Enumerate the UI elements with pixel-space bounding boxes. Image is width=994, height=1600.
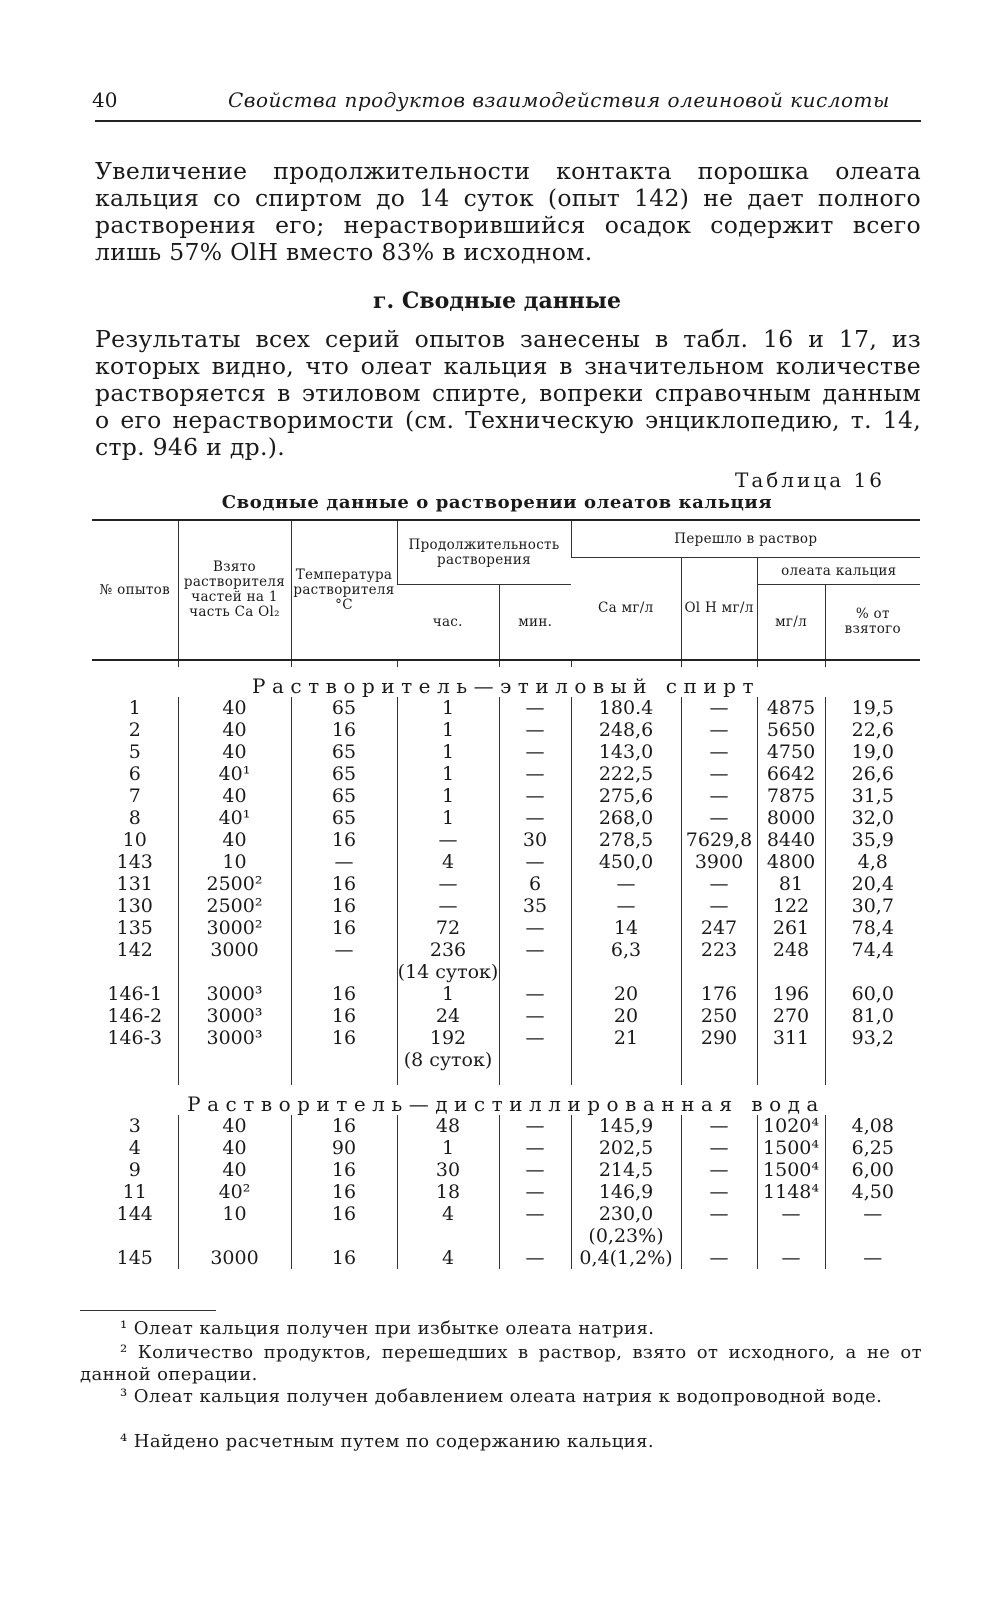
table-cell: 4 bbox=[397, 1247, 499, 1269]
table-row bbox=[92, 697, 920, 719]
table-cell: 40¹ bbox=[178, 807, 291, 829]
header-oleate-pct: % от взятого bbox=[825, 585, 920, 661]
table-cell bbox=[397, 1225, 499, 1247]
table-cell: 7629,8 bbox=[681, 829, 757, 851]
table-cell: 40 bbox=[178, 785, 291, 807]
table-cell: 16 bbox=[291, 983, 397, 1005]
header-exp-no: № опытов bbox=[99, 581, 171, 598]
table-cell: 30 bbox=[499, 829, 571, 851]
table-cell: — bbox=[681, 763, 757, 785]
table-cell: 180.4 bbox=[571, 697, 681, 719]
table-cell bbox=[499, 1225, 571, 1247]
table-cell: 248 bbox=[757, 939, 825, 961]
table-cell: 247 bbox=[681, 917, 757, 939]
spacer-cell bbox=[499, 660, 571, 667]
table-cell: 145,9 bbox=[571, 1115, 681, 1137]
table-cell: 131 bbox=[116, 873, 153, 895]
table-row bbox=[92, 763, 920, 785]
table-cell bbox=[757, 961, 825, 983]
table-cell: 146-1 bbox=[107, 983, 163, 1005]
spacer-cell bbox=[571, 1071, 681, 1085]
table-cell: — bbox=[499, 807, 571, 829]
table-cell: — bbox=[681, 1115, 757, 1137]
table-cell bbox=[178, 1225, 291, 1247]
table-cell: 32,0 bbox=[825, 807, 920, 829]
table-cell: 8000 bbox=[757, 807, 825, 829]
table-cell: 40 bbox=[178, 741, 291, 763]
table-row bbox=[92, 917, 920, 939]
table-cell: — bbox=[499, 1027, 571, 1049]
table-cell: 16 bbox=[291, 1203, 397, 1225]
table-cell: 1148⁴ bbox=[757, 1181, 825, 1203]
table-cell: 248,6 bbox=[571, 719, 681, 741]
table-cell: 16 bbox=[291, 1247, 397, 1269]
footnote-3-text: ³ Олеат кальция получен добавлением олеата натрия к водопроводной воде. bbox=[120, 1386, 883, 1407]
table-cell: — bbox=[499, 939, 571, 961]
table-cell: — bbox=[681, 895, 757, 917]
table-cell: 230,0 bbox=[571, 1203, 681, 1225]
table-cell: — bbox=[397, 873, 499, 895]
table-cell: 16 bbox=[291, 1005, 397, 1027]
table-cell: 6 bbox=[499, 873, 571, 895]
table-cell: 20 bbox=[571, 983, 681, 1005]
table-cell bbox=[92, 1049, 178, 1071]
table-cell bbox=[757, 1225, 825, 1247]
table-cell: 8 bbox=[128, 807, 141, 829]
table-row bbox=[92, 807, 920, 829]
table-cell: — bbox=[825, 1203, 920, 1225]
table-row bbox=[92, 785, 920, 807]
table-cell: 16 bbox=[291, 1027, 397, 1049]
footnote-rule bbox=[80, 1310, 216, 1311]
spacer-cell bbox=[291, 660, 397, 667]
table-cell: 4 bbox=[128, 1137, 141, 1159]
table-cell: 9 bbox=[128, 1159, 141, 1181]
table-cell: — bbox=[397, 895, 499, 917]
table-cell: 6 bbox=[128, 763, 141, 785]
table-cell: 5 bbox=[128, 741, 141, 763]
spacer-row bbox=[92, 660, 920, 667]
table-cell: 196 bbox=[757, 983, 825, 1005]
table-cell: (8 суток) bbox=[397, 1049, 499, 1071]
table-cell: 16 bbox=[291, 1115, 397, 1137]
table-cell: 10 bbox=[122, 829, 147, 851]
table-row bbox=[92, 741, 920, 763]
paragraph-2: Результаты всех серий опытов занесены в табл. 16 и 17, из которых видно, что олеат кальция в значительном количестве растворяется в этиловом спирте, вопреки справочным данным о его нерастворимости (см. Техническую энциклопедию, т. 14, стр. 946 и др.). bbox=[95, 325, 921, 461]
table-cell bbox=[291, 1049, 397, 1071]
table-cell: 3000 bbox=[178, 1247, 291, 1269]
header-duration: Продолжительность растворения bbox=[397, 520, 571, 585]
table-title: Сводные данные о растворении олеатов кальция bbox=[221, 492, 773, 513]
paragraph-1: Увеличение продолжительности контакта порошка олеата кальция со спиртом до 14 суток (опыт 142) не дает полного растворения его; нерастворившийся осадок содержит всего лишь 57% OlH вместо 83% в исходном. bbox=[95, 157, 921, 266]
table-cell: — bbox=[681, 719, 757, 741]
table-cell: 65 bbox=[291, 697, 397, 719]
table-cell: 144 bbox=[116, 1203, 153, 1225]
table-cell: (0,23%) bbox=[571, 1225, 681, 1247]
table-cell: 1 bbox=[397, 741, 499, 763]
table-cell: 1 bbox=[128, 697, 141, 719]
table-cell: — bbox=[291, 939, 397, 961]
table-cell: 16 bbox=[291, 1181, 397, 1203]
table-cell: 14 bbox=[571, 917, 681, 939]
table-cell: 40 bbox=[178, 697, 291, 719]
table-cell: 35,9 bbox=[825, 829, 920, 851]
table-cell: 143 bbox=[116, 851, 153, 873]
table-row bbox=[92, 1181, 920, 1203]
header-minutes: мин. bbox=[499, 585, 571, 661]
table-cell: — bbox=[499, 1159, 571, 1181]
table-cell bbox=[178, 1049, 291, 1071]
table-cell: 145 bbox=[116, 1247, 153, 1269]
table-cell: 40² bbox=[178, 1181, 291, 1203]
table-cell: 65 bbox=[291, 741, 397, 763]
table-cell: 40 bbox=[178, 1159, 291, 1181]
table-cell: 81,0 bbox=[825, 1005, 920, 1027]
table-row bbox=[92, 1247, 920, 1269]
table-cell: 4750 bbox=[757, 741, 825, 763]
table-cell: 72 bbox=[397, 917, 499, 939]
table-cell bbox=[92, 1225, 178, 1247]
table-cell: — bbox=[681, 741, 757, 763]
table-cell: 16 bbox=[291, 895, 397, 917]
table-cell: 30,7 bbox=[825, 895, 920, 917]
spacer-cell bbox=[178, 1071, 291, 1085]
header-olh: Ol H мг/л bbox=[681, 558, 757, 661]
table-cell: 1 bbox=[397, 697, 499, 719]
table-cell bbox=[681, 1225, 757, 1247]
table-cell bbox=[291, 961, 397, 983]
table-cell: 16 bbox=[291, 829, 397, 851]
table-cell: 146-2 bbox=[107, 1005, 163, 1027]
table-cell: 135 bbox=[116, 917, 153, 939]
spacer-cell bbox=[397, 660, 499, 667]
section-ethanol-label: Растворитель—этиловый спирт bbox=[252, 674, 761, 698]
table-cell: 214,5 bbox=[571, 1159, 681, 1181]
table-row bbox=[92, 1115, 920, 1137]
table-cell: 3900 bbox=[681, 851, 757, 873]
table-cell: 6642 bbox=[757, 763, 825, 785]
table-cell: — bbox=[499, 1247, 571, 1269]
table-cell: 4800 bbox=[757, 851, 825, 873]
table-cell: 1 bbox=[397, 719, 499, 741]
table-cell: 1500⁴ bbox=[757, 1159, 825, 1181]
header-oleate-mgl: мг/л bbox=[757, 585, 825, 661]
table-cell: 268,0 bbox=[571, 807, 681, 829]
spacer-cell bbox=[178, 660, 291, 667]
table-cell: — bbox=[499, 785, 571, 807]
section-ethanol bbox=[92, 667, 920, 697]
table-cell: 278,5 bbox=[571, 829, 681, 851]
table-cell: 19,0 bbox=[825, 741, 920, 763]
spacer-cell bbox=[757, 1071, 825, 1085]
table-cell: 78,4 bbox=[825, 917, 920, 939]
table-cell: 4 bbox=[397, 1203, 499, 1225]
section-water bbox=[92, 1085, 920, 1115]
table-cell: 222,5 bbox=[571, 763, 681, 785]
table-cell: 1 bbox=[397, 807, 499, 829]
table-cell: 250 bbox=[681, 1005, 757, 1027]
table-cell: — bbox=[499, 1137, 571, 1159]
table-cell: 7875 bbox=[757, 785, 825, 807]
spacer-cell bbox=[499, 1071, 571, 1085]
table-cell: — bbox=[397, 829, 499, 851]
page-number: 40 bbox=[92, 88, 118, 112]
spacer-cell bbox=[291, 1071, 397, 1085]
table-row bbox=[92, 1027, 920, 1049]
spacer-cell bbox=[571, 660, 681, 667]
table-cell: 176 bbox=[681, 983, 757, 1005]
table-cell: (14 суток) bbox=[397, 961, 499, 983]
table-row bbox=[92, 1203, 920, 1225]
table-cell: — bbox=[681, 1181, 757, 1203]
table-cell bbox=[757, 1049, 825, 1071]
table-cell: 261 bbox=[757, 917, 825, 939]
footnote-4 bbox=[80, 1431, 922, 1453]
table-cell: 35 bbox=[499, 895, 571, 917]
table-cell: — bbox=[499, 763, 571, 785]
footnote-4-text: ⁴ Найдено расчетным путем по содержанию кальция. bbox=[120, 1431, 654, 1452]
footnote-2 bbox=[80, 1342, 922, 1386]
table-cell: — bbox=[499, 719, 571, 741]
table-cell: 20 bbox=[571, 1005, 681, 1027]
table-cell: — bbox=[681, 807, 757, 829]
table-row bbox=[92, 1159, 920, 1181]
table-cell bbox=[825, 1225, 920, 1247]
table-row bbox=[92, 939, 920, 961]
header-solvent-parts: Взято растворителя частей на 1 часть Ca Ol₂ bbox=[178, 520, 291, 660]
table-row bbox=[92, 1005, 920, 1027]
table-cell: — bbox=[499, 983, 571, 1005]
spacer-row bbox=[92, 1071, 920, 1085]
table-cell: 4,8 bbox=[825, 851, 920, 873]
header-rule bbox=[95, 120, 921, 122]
table-cell: — bbox=[757, 1247, 825, 1269]
table-cell: 1500⁴ bbox=[757, 1137, 825, 1159]
table-cell: 11 bbox=[122, 1181, 147, 1203]
table-cell: 143,0 bbox=[571, 741, 681, 763]
table-cell: 3000³ bbox=[178, 1005, 291, 1027]
table-cell: — bbox=[499, 697, 571, 719]
table-cell: — bbox=[499, 741, 571, 763]
table-row bbox=[92, 1225, 920, 1247]
table-cell: 8440 bbox=[757, 829, 825, 851]
table-cell: 60,0 bbox=[825, 983, 920, 1005]
table-cell: 24 bbox=[397, 1005, 499, 1027]
table-cell: 2 bbox=[128, 719, 141, 741]
table-cell bbox=[92, 961, 178, 983]
table-cell: — bbox=[499, 1115, 571, 1137]
table-cell: 4 bbox=[397, 851, 499, 873]
table-cell bbox=[499, 961, 571, 983]
table-cell: 146,9 bbox=[571, 1181, 681, 1203]
section-water-label: Растворитель—дистиллированная вода bbox=[187, 1092, 825, 1116]
table-row bbox=[92, 983, 920, 1005]
table-cell: 30 bbox=[397, 1159, 499, 1181]
table-cell: 4,50 bbox=[825, 1181, 920, 1203]
table-cell: 275,6 bbox=[571, 785, 681, 807]
table-cell: 10 bbox=[178, 851, 291, 873]
table-cell: — bbox=[499, 917, 571, 939]
table-cell: 19,5 bbox=[825, 697, 920, 719]
spacer-cell bbox=[92, 660, 178, 667]
table-cell: 26,6 bbox=[825, 763, 920, 785]
table-cell bbox=[571, 961, 681, 983]
table-cell: — bbox=[681, 1247, 757, 1269]
table-cell: 236 bbox=[397, 939, 499, 961]
table-cell: 146-3 bbox=[107, 1027, 163, 1049]
table-cell: — bbox=[571, 873, 681, 895]
table-cell: 202,5 bbox=[571, 1137, 681, 1159]
table-cell: 40 bbox=[178, 719, 291, 741]
table-cell: — bbox=[499, 1203, 571, 1225]
table-cell: 192 bbox=[397, 1027, 499, 1049]
running-title: Свойства продуктов взаимодействия олеиновой кислоты bbox=[228, 88, 890, 112]
table-cell: 450,0 bbox=[571, 851, 681, 873]
footnote-1 bbox=[80, 1318, 922, 1340]
spacer-cell bbox=[681, 1071, 757, 1085]
table-cell: — bbox=[499, 1005, 571, 1027]
table-cell: 5650 bbox=[757, 719, 825, 741]
section-title: г. Сводные данные bbox=[373, 288, 621, 314]
table-cell: 6,25 bbox=[825, 1137, 920, 1159]
table-cell bbox=[825, 961, 920, 983]
table-cell: 3 bbox=[128, 1115, 141, 1137]
table-cell: 3000³ bbox=[178, 983, 291, 1005]
table-caption: Таблица 16 bbox=[735, 468, 885, 492]
table-cell bbox=[499, 1049, 571, 1071]
table-cell bbox=[571, 1049, 681, 1071]
table-cell: — bbox=[681, 1137, 757, 1159]
table-cell: 81 bbox=[757, 873, 825, 895]
table-row bbox=[92, 1137, 920, 1159]
table-cell: 93,2 bbox=[825, 1027, 920, 1049]
table-cell: 142 bbox=[116, 939, 153, 961]
table-cell: 3000 bbox=[178, 939, 291, 961]
table-cell: 6,00 bbox=[825, 1159, 920, 1181]
spacer-cell bbox=[92, 1071, 178, 1085]
table-cell: — bbox=[681, 1159, 757, 1181]
table-cell: 65 bbox=[291, 807, 397, 829]
header-ca: Ca мг/л bbox=[571, 558, 681, 661]
table-row bbox=[92, 961, 920, 983]
table-cell: 21 bbox=[571, 1027, 681, 1049]
table-cell: — bbox=[499, 851, 571, 873]
table-cell: 223 bbox=[681, 939, 757, 961]
spacer-cell bbox=[681, 660, 757, 667]
table-cell: 22,6 bbox=[825, 719, 920, 741]
table-row bbox=[92, 895, 920, 917]
table-cell: 1020⁴ bbox=[757, 1115, 825, 1137]
table-cell bbox=[825, 1049, 920, 1071]
spacer-cell bbox=[397, 1071, 499, 1085]
footnote-2-text: ² Количество продуктов, перешедших в раствор, взято от исходного, а не от данной операции. bbox=[80, 1342, 922, 1385]
table-cell: — bbox=[291, 851, 397, 873]
table-cell: 74,4 bbox=[825, 939, 920, 961]
table-cell: 3000² bbox=[178, 917, 291, 939]
table-cell: — bbox=[681, 785, 757, 807]
header-hours: час. bbox=[397, 585, 499, 661]
table-cell: — bbox=[681, 1203, 757, 1225]
table-cell: 2500² bbox=[178, 895, 291, 917]
table-cell: 48 bbox=[397, 1115, 499, 1137]
table-cell: 65 bbox=[291, 785, 397, 807]
table-cell: 3000³ bbox=[178, 1027, 291, 1049]
table-cell: 1 bbox=[397, 785, 499, 807]
table-cell: 1 bbox=[397, 983, 499, 1005]
table-cell: 18 bbox=[397, 1181, 499, 1203]
header-oleate: олеата кальция bbox=[757, 558, 920, 585]
table-cell: — bbox=[499, 1181, 571, 1203]
solubility-table bbox=[92, 519, 920, 1269]
table-cell bbox=[681, 1049, 757, 1071]
table-cell: 4,08 bbox=[825, 1115, 920, 1137]
table-cell: 311 bbox=[757, 1027, 825, 1049]
spacer-cell bbox=[757, 660, 825, 667]
table-cell: 1 bbox=[397, 763, 499, 785]
table-cell: 130 bbox=[116, 895, 153, 917]
table-cell: — bbox=[757, 1203, 825, 1225]
table-cell: 290 bbox=[681, 1027, 757, 1049]
table-cell bbox=[291, 1225, 397, 1247]
table-cell: 16 bbox=[291, 1159, 397, 1181]
table-cell: 40 bbox=[178, 829, 291, 851]
table-row bbox=[92, 1049, 920, 1071]
table-row bbox=[92, 719, 920, 741]
header-transferred: Перешло в раствор bbox=[571, 520, 920, 558]
table-cell: 40 bbox=[178, 1115, 291, 1137]
table-row bbox=[92, 851, 920, 873]
table-cell: 2500² bbox=[178, 873, 291, 895]
table-cell bbox=[178, 961, 291, 983]
table-cell: 6,3 bbox=[571, 939, 681, 961]
table-cell: 0,4(1,2%) bbox=[571, 1247, 681, 1269]
table-cell: — bbox=[571, 895, 681, 917]
table-cell: — bbox=[825, 1247, 920, 1269]
table-body bbox=[92, 660, 920, 1269]
table-cell: 122 bbox=[757, 895, 825, 917]
table-cell: — bbox=[681, 873, 757, 895]
table-row bbox=[92, 873, 920, 895]
table-cell bbox=[681, 961, 757, 983]
table-cell: 16 bbox=[291, 917, 397, 939]
table-cell: 20,4 bbox=[825, 873, 920, 895]
table-cell: 7 bbox=[128, 785, 141, 807]
table-cell: 1 bbox=[397, 1137, 499, 1159]
table-row bbox=[92, 829, 920, 851]
table-cell: 40¹ bbox=[178, 763, 291, 785]
footnote-1-text: ¹ Олеат кальция получен при избытке олеата натрия. bbox=[120, 1318, 655, 1339]
footnote-3 bbox=[80, 1386, 922, 1408]
table-cell: — bbox=[681, 697, 757, 719]
table-cell: 10 bbox=[178, 1203, 291, 1225]
table-cell: 270 bbox=[757, 1005, 825, 1027]
table-cell: 16 bbox=[291, 873, 397, 895]
table-cell: 90 bbox=[291, 1137, 397, 1159]
spacer-cell bbox=[825, 660, 920, 667]
table-cell: 4875 bbox=[757, 697, 825, 719]
table-cell: 65 bbox=[291, 763, 397, 785]
header-temperature: Температура растворителя °C bbox=[291, 520, 397, 660]
table-cell: 40 bbox=[178, 1137, 291, 1159]
spacer-cell bbox=[825, 1071, 920, 1085]
table-cell: 16 bbox=[291, 719, 397, 741]
table-cell: 31,5 bbox=[825, 785, 920, 807]
